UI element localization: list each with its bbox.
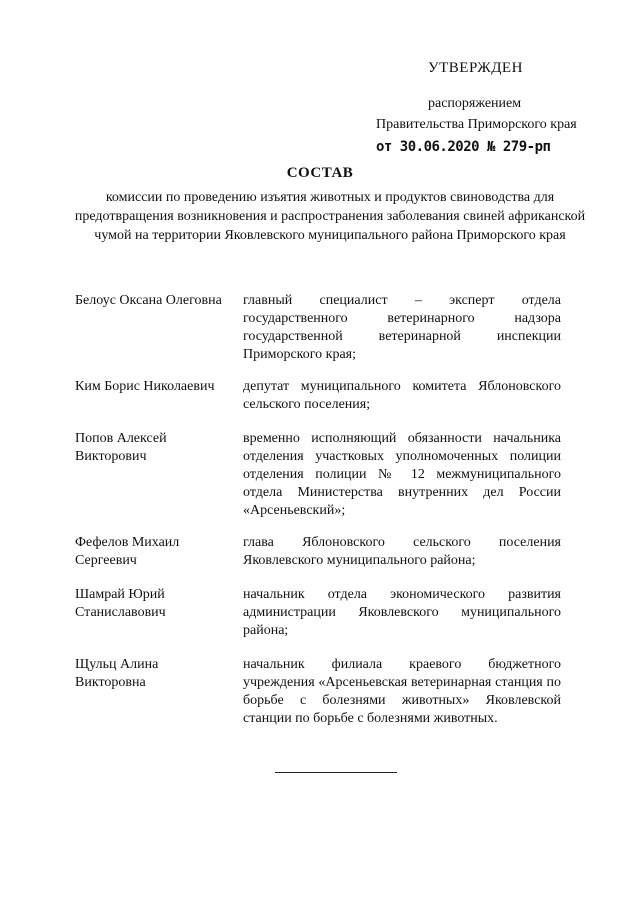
by-order-label: распоряжением — [428, 96, 522, 111]
member-name: Шамрай Юрий Станиславович — [75, 587, 166, 620]
member-role: глава Яблоновского сельского поселения Яковлевского муниципального района; — [243, 535, 561, 568]
member-role: главный специалист – эксперт отдела государственного ветеринарного надзора государственной ветеринарной инспекции Приморского края; — [243, 293, 561, 362]
approved-label: УТВЕРЖДЕН — [428, 60, 523, 76]
member-role: депутат муниципального комитета Яблоновского сельского поселения; — [243, 379, 561, 412]
member-name: Щульц Алина Викторовна — [75, 657, 159, 690]
document-title: СОСТАВ — [286, 165, 354, 181]
order-date-number: от 30.06.2020 № 279-рп — [376, 139, 551, 155]
government-label: Правительства Приморского края — [376, 117, 577, 132]
member-role: временно исполняющий обязанности начальника отделения участковых уполномоченных полиции отделения полиции № 12 межмуниципального отдела Министерства внутренних дел России «Арсеньевский»; — [243, 431, 561, 518]
member-name: Попов Алексей Викторович — [75, 431, 167, 464]
member-name: Ким Борис Николаевич — [75, 379, 215, 394]
separator-line — [275, 772, 397, 773]
member-name: Белоус Оксана Олеговна — [75, 293, 222, 308]
document-subtitle: комиссии по проведению изъятия животных и продуктов свиноводства для предотвращения возникновения и распространения заболевания свиней африканской чумой на территории Яковлевского муниципального района Приморского края — [74, 190, 586, 243]
member-role: начальник филиала краевого бюджетного учреждения «Арсеньевская ветеринарная станция по борьбе с болезнями животных» Яковлевской станции по борьбе с болезнями животных. — [243, 657, 561, 726]
member-name: Фефелов Михаил Сергеевич — [75, 535, 180, 568]
member-role: начальник отдела экономического развития администрации Яковлевского муниципального района; — [243, 587, 561, 638]
